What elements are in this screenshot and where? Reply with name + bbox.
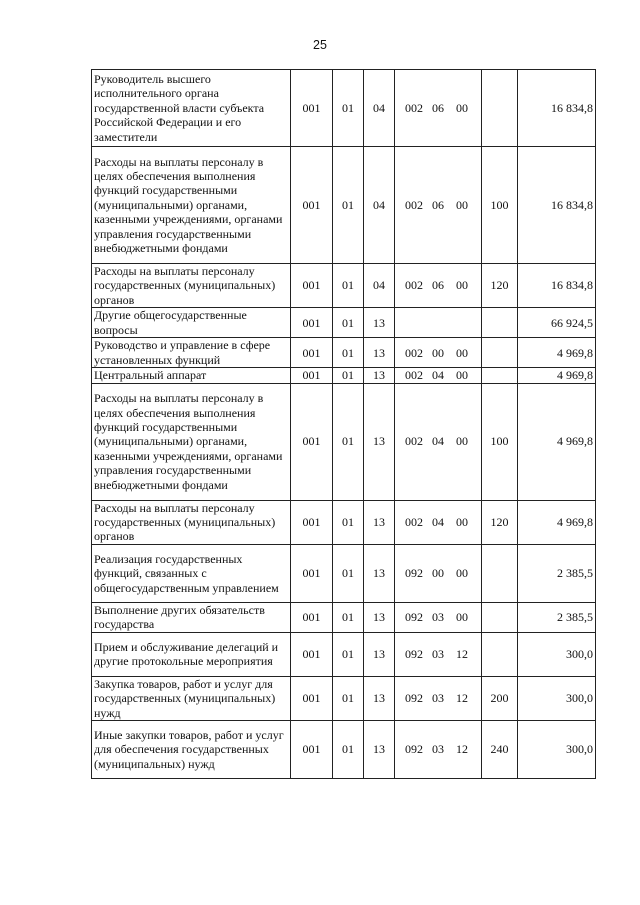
subsection-code: 04	[364, 70, 395, 147]
subsection-code: 13	[364, 676, 395, 720]
table-row	[92, 147, 596, 264]
target-article-part-3: 00	[456, 100, 468, 115]
target-article-code	[395, 147, 482, 264]
target-article-part-2: 04	[432, 368, 444, 383]
table-row	[92, 676, 596, 720]
target-article-part-1: 002	[405, 197, 423, 212]
target-article-part-3: 00	[456, 278, 468, 293]
row-name: Руководитель высшего исполнительного органа государственной власти субъекта Российской Федерации и его заместители	[92, 70, 291, 147]
row-name: Выполнение других обязательств государства	[92, 602, 291, 632]
subsection-code: 04	[364, 264, 395, 308]
amount: 4 969,8	[518, 383, 596, 500]
target-article-part-2: 06	[432, 100, 444, 115]
section-code: 01	[333, 368, 364, 383]
target-article-part-2: 00	[432, 345, 444, 360]
expense-type-code: 100	[482, 147, 518, 264]
amount: 300,0	[518, 721, 596, 779]
target-article-part-1: 092	[405, 566, 423, 581]
ministry-code: 001	[291, 308, 333, 338]
subsection-code: 13	[364, 383, 395, 500]
ministry-code: 001	[291, 602, 333, 632]
amount: 300,0	[518, 632, 596, 676]
expense-type-code: 120	[482, 500, 518, 544]
section-code: 01	[333, 602, 364, 632]
target-article-part-2: 03	[432, 610, 444, 625]
row-name: Реализация государственных функций, связанных с общегосударственным управлением	[92, 544, 291, 602]
ministry-code: 001	[291, 147, 333, 264]
section-code: 01	[333, 264, 364, 308]
ministry-code: 001	[291, 368, 333, 383]
target-article-part-3: 00	[456, 610, 468, 625]
amount: 2 385,5	[518, 544, 596, 602]
budget-table	[91, 69, 596, 779]
table-row	[92, 721, 596, 779]
target-article-code	[395, 721, 482, 779]
subsection-code: 13	[364, 632, 395, 676]
target-article-part-2: 04	[432, 515, 444, 530]
target-article-part-1: 092	[405, 647, 423, 662]
expense-type-code	[482, 70, 518, 147]
target-article-part-2: 03	[432, 691, 444, 706]
amount: 16 834,8	[518, 264, 596, 308]
target-article-part-1: 002	[405, 345, 423, 360]
row-name: Закупка товаров, работ и услуг для государственных (муниципальных) нужд	[92, 676, 291, 720]
target-article-part-2: 06	[432, 197, 444, 212]
target-article-part-3: 00	[456, 566, 468, 581]
section-code: 01	[333, 500, 364, 544]
subsection-code: 13	[364, 500, 395, 544]
table-row	[92, 632, 596, 676]
target-article-code	[395, 70, 482, 147]
subsection-code: 13	[364, 721, 395, 779]
table-row	[92, 383, 596, 500]
ministry-code: 001	[291, 500, 333, 544]
ministry-code: 001	[291, 338, 333, 368]
ministry-code: 001	[291, 632, 333, 676]
expense-type-code: 240	[482, 721, 518, 779]
expense-type-code	[482, 602, 518, 632]
row-name: Прием и обслуживание делегаций и другие протокольные мероприятия	[92, 632, 291, 676]
target-article-part-3: 12	[456, 742, 468, 757]
section-code: 01	[333, 383, 364, 500]
target-article-code	[395, 264, 482, 308]
subsection-code: 13	[364, 338, 395, 368]
section-code: 01	[333, 338, 364, 368]
target-article-part-3: 00	[456, 368, 468, 383]
table-row	[92, 308, 596, 338]
amount: 66 924,5	[518, 308, 596, 338]
target-article-code	[395, 338, 482, 368]
target-article-code	[395, 602, 482, 632]
section-code: 01	[333, 70, 364, 147]
amount: 300,0	[518, 676, 596, 720]
target-article-part-1: 092	[405, 742, 423, 757]
target-article-part-3: 12	[456, 691, 468, 706]
table-row	[92, 500, 596, 544]
target-article-code	[395, 383, 482, 500]
ministry-code: 001	[291, 264, 333, 308]
target-article-part-1: 002	[405, 434, 423, 449]
target-article-part-2: 00	[432, 566, 444, 581]
target-article-part-3: 12	[456, 647, 468, 662]
expense-type-code	[482, 308, 518, 338]
expense-type-code: 100	[482, 383, 518, 500]
expense-type-code	[482, 368, 518, 383]
table-row	[92, 338, 596, 368]
row-name: Расходы на выплаты персоналу государственных (муниципальных) органов	[92, 264, 291, 308]
target-article-part-2: 06	[432, 278, 444, 293]
target-article-part-1: 002	[405, 100, 423, 115]
subsection-code: 13	[364, 544, 395, 602]
target-article-code	[395, 544, 482, 602]
section-code: 01	[333, 721, 364, 779]
expense-type-code	[482, 632, 518, 676]
target-article-code	[395, 676, 482, 720]
section-code: 01	[333, 676, 364, 720]
expense-type-code	[482, 544, 518, 602]
target-article-code	[395, 308, 482, 338]
target-article-part-2: 03	[432, 742, 444, 757]
page-number: 25	[313, 38, 327, 52]
ministry-code: 001	[291, 383, 333, 500]
target-article-code	[395, 500, 482, 544]
target-article-part-1: 002	[405, 368, 423, 383]
section-code: 01	[333, 544, 364, 602]
subsection-code: 13	[364, 308, 395, 338]
target-article-part-3: 00	[456, 515, 468, 530]
target-article-part-3: 00	[456, 345, 468, 360]
row-name: Расходы на выплаты персоналу в целях обеспечения выполнения функций государственными (муниципальными) органами, казенными учреждениями, органами управления государственными внебюджетными фондами	[92, 147, 291, 264]
expense-type-code: 120	[482, 264, 518, 308]
target-article-part-3: 00	[456, 434, 468, 449]
target-article-part-1: 092	[405, 610, 423, 625]
target-article-code	[395, 368, 482, 383]
target-article-part-3: 00	[456, 197, 468, 212]
target-article-code	[395, 632, 482, 676]
ministry-code: 001	[291, 676, 333, 720]
table-row	[92, 264, 596, 308]
amount: 4 969,8	[518, 368, 596, 383]
table-row	[92, 602, 596, 632]
target-article-part-2: 04	[432, 434, 444, 449]
row-name: Другие общегосударственные вопросы	[92, 308, 291, 338]
row-name: Центральный аппарат	[92, 368, 291, 383]
table-row	[92, 368, 596, 383]
section-code: 01	[333, 308, 364, 338]
subsection-code: 13	[364, 602, 395, 632]
amount: 16 834,8	[518, 147, 596, 264]
row-name: Расходы на выплаты персоналу в целях обеспечения выполнения функций государственными (муниципальными) органами, казенными учреждениями, органами управления государственными внебюджетными фондами	[92, 383, 291, 500]
expense-type-code	[482, 338, 518, 368]
amount: 2 385,5	[518, 602, 596, 632]
subsection-code: 13	[364, 368, 395, 383]
table-row	[92, 544, 596, 602]
amount: 4 969,8	[518, 338, 596, 368]
target-article-part-1: 092	[405, 691, 423, 706]
section-code: 01	[333, 147, 364, 264]
row-name: Расходы на выплаты персоналу государственных (муниципальных) органов	[92, 500, 291, 544]
expense-type-code: 200	[482, 676, 518, 720]
amount: 16 834,8	[518, 70, 596, 147]
target-article-part-1: 002	[405, 278, 423, 293]
subsection-code: 04	[364, 147, 395, 264]
ministry-code: 001	[291, 544, 333, 602]
section-code: 01	[333, 632, 364, 676]
row-name: Иные закупки товаров, работ и услуг для обеспечения государственных (муниципальных) нужд	[92, 721, 291, 779]
ministry-code: 001	[291, 70, 333, 147]
ministry-code: 001	[291, 721, 333, 779]
table-row	[92, 70, 596, 147]
amount: 4 969,8	[518, 500, 596, 544]
target-article-part-1: 002	[405, 515, 423, 530]
row-name: Руководство и управление в сфере установленных функций	[92, 338, 291, 368]
target-article-part-2: 03	[432, 647, 444, 662]
